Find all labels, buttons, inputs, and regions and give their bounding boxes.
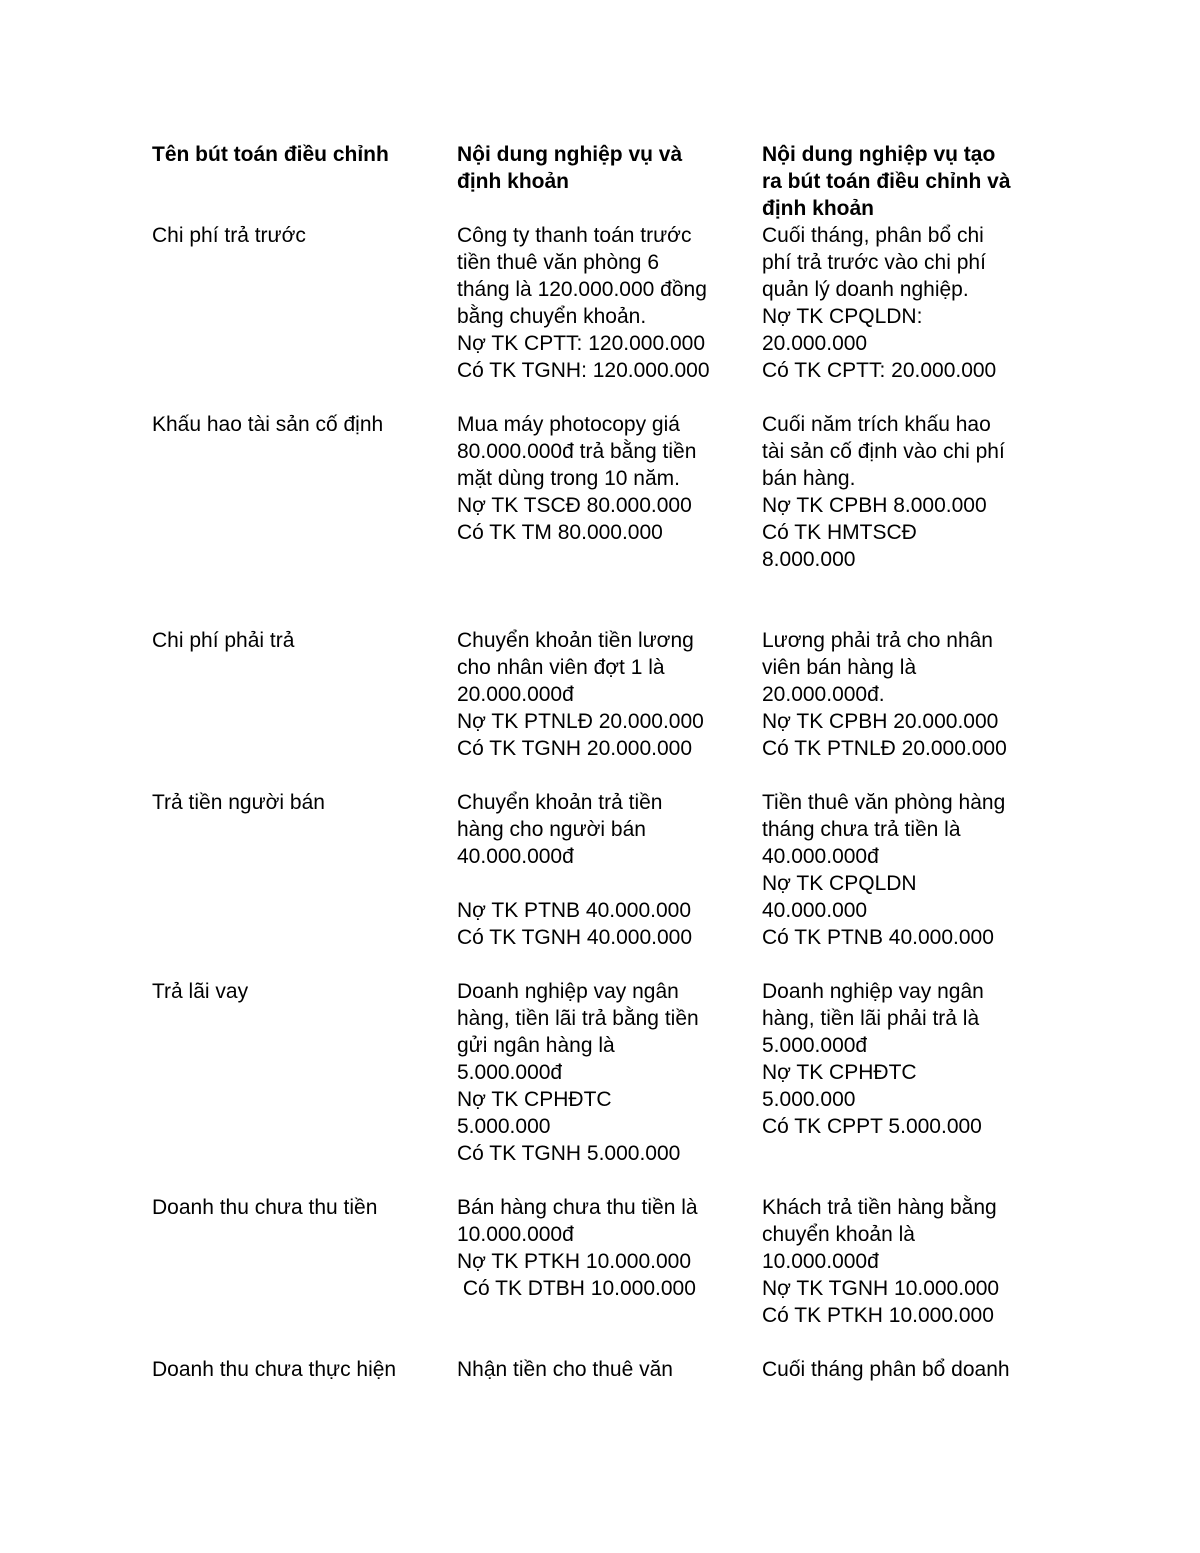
header-text: định khoản bbox=[457, 170, 569, 193]
table-row bbox=[152, 1194, 1052, 1329]
table-header-row bbox=[152, 141, 1052, 222]
cell-text-line: Cuối năm trích khấu hao bbox=[762, 413, 991, 436]
row-spacer bbox=[152, 573, 1052, 600]
cell-text-line: Chuyển khoản tiền lương bbox=[457, 629, 694, 652]
transaction-content-cell bbox=[457, 1356, 762, 1383]
cell-text-line: chuyển khoản là bbox=[762, 1223, 915, 1246]
cell-text-line: Khách trả tiền hàng bằng bbox=[762, 1196, 997, 1219]
adjustment-name: Khấu hao tài sản cố định bbox=[152, 413, 384, 436]
cell-text-line: Doanh nghiệp vay ngân bbox=[457, 980, 679, 1003]
cell-text-line: Nợ TK CPQLDN bbox=[762, 872, 917, 895]
cell-text-line: 5.000.000 bbox=[762, 1088, 856, 1111]
cell-text-line: tiền thuê văn phòng 6 bbox=[457, 251, 660, 274]
adjustment-name: Trả lãi vay bbox=[152, 980, 249, 1003]
cell-text-line: bán hàng. bbox=[762, 467, 856, 490]
adjustment-name: Chi phí phải trả bbox=[152, 629, 295, 652]
cell-text-line: Có TK PTKH 10.000.000 bbox=[762, 1304, 994, 1327]
cell-text-line: bằng chuyển khoản. bbox=[457, 305, 647, 328]
adjustment-name-cell bbox=[152, 789, 457, 951]
cell-text-line: phí trả trước vào chi phí bbox=[762, 251, 986, 274]
adjustment-name-cell bbox=[152, 1194, 457, 1329]
row-spacer bbox=[152, 1329, 1052, 1356]
cell-text-line: Nợ TK PTNB 40.000.000 bbox=[457, 899, 692, 922]
adjustment-name-cell bbox=[152, 978, 457, 1167]
row-spacer bbox=[152, 384, 1052, 411]
adjustment-name-cell bbox=[152, 1356, 457, 1383]
cell-text-line: hàng, tiền lãi phải trả là bbox=[762, 1007, 980, 1030]
cell-text-line: Nhận tiền cho thuê văn bbox=[457, 1358, 673, 1381]
cell-text-line: hàng cho người bán bbox=[457, 818, 646, 841]
cell-text-line: tài sản cố định vào chi phí bbox=[762, 440, 1005, 463]
cell-text-line: quản lý doanh nghiệp. bbox=[762, 278, 969, 301]
cell-text-line: Công ty thanh toán trước bbox=[457, 224, 692, 247]
cell-text-line: Nợ TK TSCĐ 80.000.000 bbox=[457, 494, 692, 517]
cell-text-line: Cuối tháng, phân bổ chi bbox=[762, 224, 984, 247]
document-page bbox=[152, 141, 1052, 1383]
cell-text-line: Có TK PTNLĐ 20.000.000 bbox=[762, 737, 1007, 760]
cell-text-line: 5.000.000đ bbox=[762, 1034, 868, 1057]
cell-text-line: Có TK TGNH 20.000.000 bbox=[457, 737, 693, 760]
cell-text-line: Chuyển khoản trả tiền bbox=[457, 791, 663, 814]
transaction-content-cell bbox=[457, 789, 762, 951]
cell-text-line: Nợ TK CPBH 8.000.000 bbox=[762, 494, 987, 517]
table-row bbox=[152, 411, 1052, 573]
cell-text-line: 20.000.000đ. bbox=[762, 683, 885, 706]
adjustment-name-cell bbox=[152, 222, 457, 384]
header-text: định khoản bbox=[762, 197, 874, 220]
adjustment-name: Doanh thu chưa thu tiền bbox=[152, 1196, 378, 1219]
adjusting-entry-cell bbox=[762, 411, 1052, 573]
transaction-content-cell bbox=[457, 627, 762, 762]
cell-text-line: Doanh nghiệp vay ngân bbox=[762, 980, 984, 1003]
cell-text-line: 5.000.000 bbox=[457, 1115, 551, 1138]
cell-text-line: Nợ TK CPTT: 120.000.000 bbox=[457, 332, 706, 355]
header-adjustment-name bbox=[152, 141, 457, 222]
cell-text-line: Có TK TGNH: 120.000.000 bbox=[457, 359, 710, 382]
cell-text-line: viên bán hàng là bbox=[762, 656, 917, 679]
table-row bbox=[152, 978, 1052, 1167]
cell-text-line: 20.000.000đ bbox=[457, 683, 574, 706]
cell-text-line: Có TK HMTSCĐ bbox=[762, 521, 917, 544]
table-row bbox=[152, 789, 1052, 951]
adjusting-entry-cell bbox=[762, 222, 1052, 384]
transaction-content-cell bbox=[457, 978, 762, 1167]
cell-text-line: gửi ngân hàng là bbox=[457, 1034, 615, 1057]
header-transaction-content bbox=[457, 141, 762, 222]
adjusting-entry-cell bbox=[762, 789, 1052, 951]
cell-text-line: 10.000.000đ bbox=[762, 1250, 879, 1273]
adjusting-entry-cell bbox=[762, 1356, 1052, 1383]
table-row bbox=[152, 222, 1052, 384]
row-spacer bbox=[152, 762, 1052, 789]
adjustment-name-cell bbox=[152, 627, 457, 762]
cell-text-line: Lương phải trả cho nhân bbox=[762, 629, 993, 652]
cell-text-line: Nợ TK PTKH 10.000.000 bbox=[457, 1250, 692, 1273]
cell-text-line: mặt dùng trong 10 năm. bbox=[457, 467, 680, 490]
cell-text-line: Mua máy photocopy giá bbox=[457, 413, 680, 436]
cell-text-line: Có TK CPTT: 20.000.000 bbox=[762, 359, 997, 382]
transaction-content-cell bbox=[457, 1194, 762, 1329]
cell-text-line: 40.000.000đ bbox=[762, 845, 879, 868]
adjusting-entry-cell bbox=[762, 978, 1052, 1167]
cell-text-line: Bán hàng chưa thu tiền là bbox=[457, 1196, 698, 1219]
cell-text-line: 80.000.000đ trả bằng tiền bbox=[457, 440, 697, 463]
row-spacer bbox=[152, 951, 1052, 978]
cell-text-line: 40.000.000 bbox=[762, 899, 868, 922]
transaction-content-cell bbox=[457, 411, 762, 573]
cell-text-line: tháng chưa trả tiền là bbox=[762, 818, 961, 841]
row-spacer bbox=[152, 1167, 1052, 1194]
transaction-content-cell bbox=[457, 222, 762, 384]
cell-text-line: Nợ TK CPQLDN: bbox=[762, 305, 923, 328]
cell-text-line: 20.000.000 bbox=[762, 332, 868, 355]
cell-text-line bbox=[457, 870, 762, 897]
cell-text-line: hàng, tiền lãi trả bằng tiền bbox=[457, 1007, 699, 1030]
cell-text-line: Nợ TK TGNH 10.000.000 bbox=[762, 1277, 1000, 1300]
table-body bbox=[152, 222, 1052, 1383]
row-spacer bbox=[152, 600, 1052, 627]
cell-text-line: cho nhân viên đợt 1 là bbox=[457, 656, 665, 679]
cell-text-line: Nợ TK CPHĐTC bbox=[762, 1061, 917, 1084]
adjustment-name-cell bbox=[152, 411, 457, 573]
cell-text-line: 10.000.000đ bbox=[457, 1223, 574, 1246]
cell-text-line: Có TK CPPT 5.000.000 bbox=[762, 1115, 982, 1138]
cell-text-line: Nợ TK CPHĐTC bbox=[457, 1088, 612, 1111]
cell-text-line: Có TK PTNB 40.000.000 bbox=[762, 926, 994, 949]
adjustment-name: Trả tiền người bán bbox=[152, 791, 325, 814]
table-row bbox=[152, 627, 1052, 762]
cell-text-line: Tiền thuê văn phòng hàng bbox=[762, 791, 1006, 814]
cell-text-line: tháng là 120.000.000 đồng bbox=[457, 278, 707, 301]
cell-text-line: 8.000.000 bbox=[762, 548, 856, 571]
cell-text-line: Có TK TGNH 5.000.000 bbox=[457, 1142, 681, 1165]
adjustment-name: Chi phí trả trước bbox=[152, 224, 306, 247]
header-text: ra bút toán điều chỉnh và bbox=[762, 170, 1011, 193]
adjustment-name: Doanh thu chưa thực hiện bbox=[152, 1358, 397, 1381]
cell-text-line: 40.000.000đ bbox=[457, 845, 574, 868]
cell-text-line: Cuối tháng phân bổ doanh bbox=[762, 1358, 1010, 1381]
header-text: Nội dung nghiệp vụ tạo bbox=[762, 143, 996, 166]
cell-text-line: Có TK TGNH 40.000.000 bbox=[457, 926, 693, 949]
header-adjusting-entry-content bbox=[762, 141, 1052, 222]
cell-text-line: 5.000.000đ bbox=[457, 1061, 563, 1084]
cell-text-line: Có TK DTBH 10.000.000 bbox=[457, 1277, 696, 1300]
adjusting-entry-cell bbox=[762, 627, 1052, 762]
adjusting-entry-cell bbox=[762, 1194, 1052, 1329]
cell-text-line: Nợ TK PTNLĐ 20.000.000 bbox=[457, 710, 704, 733]
table-row bbox=[152, 1356, 1052, 1383]
header-text: Nội dung nghiệp vụ và bbox=[457, 143, 683, 166]
cell-text-line: Có TK TM 80.000.000 bbox=[457, 521, 663, 544]
header-text: Tên bút toán điều chỉnh bbox=[152, 143, 389, 166]
cell-text-line: Nợ TK CPBH 20.000.000 bbox=[762, 710, 999, 733]
